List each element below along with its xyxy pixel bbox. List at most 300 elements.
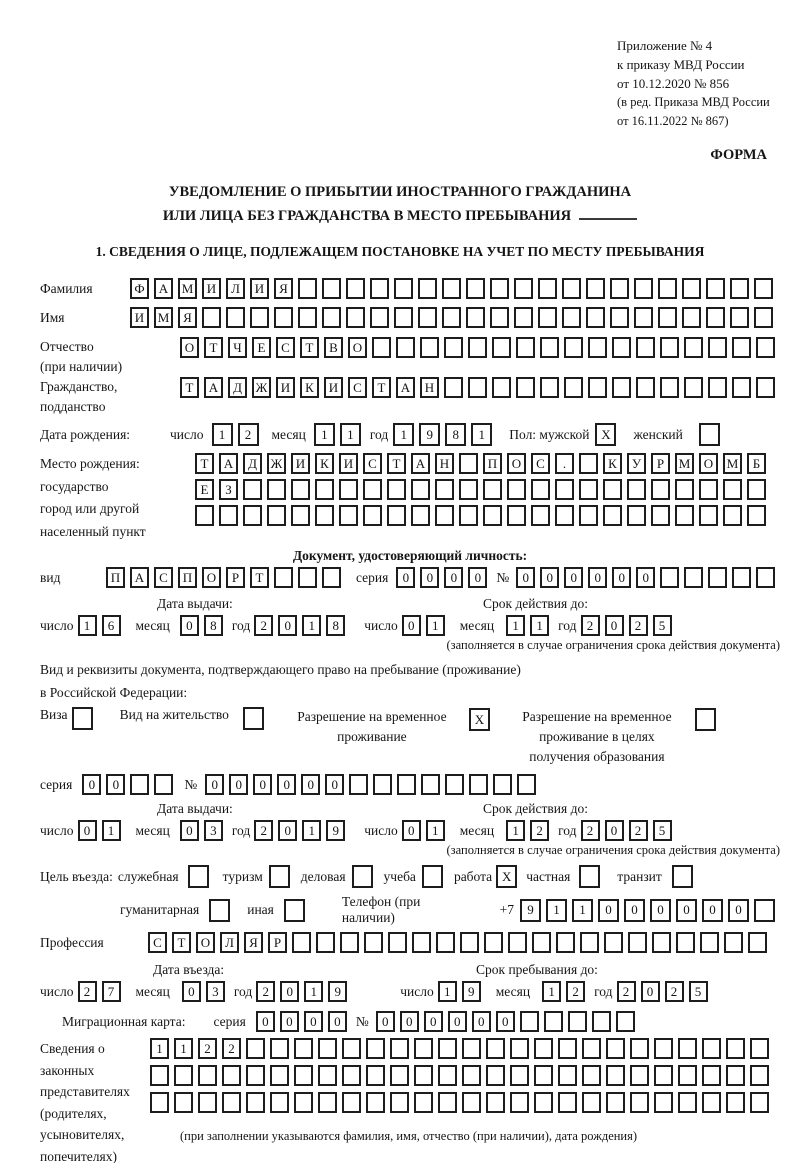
residence-number-box[interactable]: 0 xyxy=(229,774,248,795)
residence-number-box[interactable] xyxy=(469,774,488,795)
representatives-char-box[interactable] xyxy=(678,1092,697,1113)
birth-place-char-box[interactable] xyxy=(459,479,478,500)
residence-issue-year-box[interactable]: 1 xyxy=(302,820,321,841)
firstname-char-box[interactable] xyxy=(730,307,749,328)
doc-number-box[interactable] xyxy=(708,567,727,588)
birth-place-char-box[interactable] xyxy=(243,479,262,500)
birth-place-char-box[interactable] xyxy=(291,479,310,500)
patronymic-char-box[interactable] xyxy=(612,337,631,358)
profession-char-box[interactable] xyxy=(676,932,695,953)
citizenship-char-box[interactable] xyxy=(636,377,655,398)
representatives-char-box[interactable] xyxy=(270,1092,289,1113)
doc-number-box[interactable]: 0 xyxy=(636,567,655,588)
phone-digit-box[interactable]: 0 xyxy=(702,899,723,922)
doc-series-box[interactable]: 0 xyxy=(420,567,439,588)
citizenship-char-box[interactable] xyxy=(468,377,487,398)
firstname-char-box[interactable] xyxy=(610,307,629,328)
stay-month-box[interactable]: 1 xyxy=(542,981,561,1002)
surname-char-box[interactable] xyxy=(370,278,389,299)
birth-place-char-box[interactable] xyxy=(747,479,766,500)
citizenship-char-box[interactable]: Т xyxy=(180,377,199,398)
doc-type-char-box[interactable]: Р xyxy=(226,567,245,588)
birth-place-char-box[interactable]: К xyxy=(603,453,622,474)
birth-place-char-box[interactable] xyxy=(339,505,358,526)
surname-char-box[interactable] xyxy=(418,278,437,299)
phone-digit-box[interactable]: 0 xyxy=(624,899,645,922)
residence-valid-year-box[interactable]: 2 xyxy=(581,820,600,841)
birth-place-char-box[interactable]: Н xyxy=(435,453,454,474)
residence-number-box[interactable]: 0 xyxy=(253,774,272,795)
birth-place-char-box[interactable]: П xyxy=(483,453,502,474)
surname-char-box[interactable] xyxy=(706,278,725,299)
doc-type-char-box[interactable]: А xyxy=(130,567,149,588)
birth-place-char-box[interactable] xyxy=(603,505,622,526)
doc-number-box[interactable]: 0 xyxy=(516,567,535,588)
residence-valid-day-box[interactable]: 1 xyxy=(426,820,445,841)
citizenship-char-box[interactable] xyxy=(756,377,775,398)
residence-series-box[interactable] xyxy=(154,774,173,795)
patronymic-char-box[interactable]: О xyxy=(348,337,367,358)
firstname-char-box[interactable] xyxy=(658,307,677,328)
patronymic-char-box[interactable] xyxy=(708,337,727,358)
issue-day-box[interactable]: 1 xyxy=(78,615,97,636)
phone-digit-box[interactable]: 0 xyxy=(650,899,671,922)
surname-char-box[interactable] xyxy=(322,278,341,299)
birth-place-char-box[interactable] xyxy=(555,505,574,526)
citizenship-char-box[interactable] xyxy=(444,377,463,398)
birth-place-char-box[interactable] xyxy=(651,505,670,526)
purpose-transit-box[interactable] xyxy=(672,865,693,888)
representatives-char-box[interactable] xyxy=(534,1038,553,1059)
temp-permit-box[interactable]: X xyxy=(469,708,490,731)
representatives-char-box[interactable] xyxy=(438,1038,457,1059)
representatives-char-box[interactable] xyxy=(582,1038,601,1059)
entry-year-box[interactable]: 2 xyxy=(256,981,275,1002)
representatives-char-box[interactable] xyxy=(342,1038,361,1059)
representatives-char-box[interactable] xyxy=(414,1038,433,1059)
profession-char-box[interactable] xyxy=(604,932,623,953)
migration-number-box[interactable]: 0 xyxy=(472,1011,491,1032)
representatives-char-box[interactable] xyxy=(246,1065,265,1086)
residence-valid-year-box[interactable]: 2 xyxy=(629,820,648,841)
purpose-humanitarian-box[interactable] xyxy=(209,899,230,922)
residence-valid-day-box[interactable]: 0 xyxy=(402,820,421,841)
birth-place-char-box[interactable]: О xyxy=(699,453,718,474)
citizenship-char-box[interactable] xyxy=(660,377,679,398)
residence-number-box[interactable] xyxy=(445,774,464,795)
doc-number-box[interactable]: 0 xyxy=(564,567,583,588)
birth-place-char-box[interactable] xyxy=(483,479,502,500)
citizenship-char-box[interactable] xyxy=(612,377,631,398)
representatives-char-box[interactable] xyxy=(198,1092,217,1113)
profession-char-box[interactable] xyxy=(412,932,431,953)
profession-char-box[interactable]: О xyxy=(196,932,215,953)
surname-char-box[interactable]: Ф xyxy=(130,278,149,299)
birth-place-char-box[interactable] xyxy=(699,505,718,526)
birth-place-char-box[interactable] xyxy=(363,479,382,500)
birth-place-char-box[interactable]: И xyxy=(291,453,310,474)
birth-year-box[interactable]: 8 xyxy=(445,423,466,446)
citizenship-char-box[interactable]: Д xyxy=(228,377,247,398)
firstname-char-box[interactable] xyxy=(202,307,221,328)
representatives-char-box[interactable] xyxy=(294,1038,313,1059)
representatives-char-box[interactable] xyxy=(750,1092,769,1113)
representatives-char-box[interactable] xyxy=(726,1092,745,1113)
representatives-char-box[interactable] xyxy=(438,1065,457,1086)
birth-place-char-box[interactable] xyxy=(675,505,694,526)
firstname-char-box[interactable] xyxy=(394,307,413,328)
birth-place-char-box[interactable]: М xyxy=(675,453,694,474)
issue-month-box[interactable]: 8 xyxy=(204,615,223,636)
citizenship-char-box[interactable] xyxy=(732,377,751,398)
entry-year-box[interactable]: 1 xyxy=(304,981,323,1002)
patronymic-char-box[interactable] xyxy=(420,337,439,358)
valid-year-box[interactable]: 2 xyxy=(629,615,648,636)
representatives-char-box[interactable]: 2 xyxy=(222,1038,241,1059)
representatives-char-box[interactable] xyxy=(630,1092,649,1113)
residence-issue-year-box[interactable]: 2 xyxy=(254,820,273,841)
representatives-char-box[interactable] xyxy=(390,1092,409,1113)
profession-char-box[interactable] xyxy=(652,932,671,953)
patronymic-char-box[interactable] xyxy=(492,337,511,358)
birth-place-char-box[interactable]: Б xyxy=(747,453,766,474)
birth-place-char-box[interactable] xyxy=(219,505,238,526)
surname-char-box[interactable]: М xyxy=(178,278,197,299)
surname-char-box[interactable]: А xyxy=(154,278,173,299)
surname-char-box[interactable] xyxy=(490,278,509,299)
profession-char-box[interactable]: С xyxy=(148,932,167,953)
surname-char-box[interactable] xyxy=(658,278,677,299)
entry-day-box[interactable]: 2 xyxy=(78,981,97,1002)
profession-char-box[interactable] xyxy=(388,932,407,953)
surname-char-box[interactable] xyxy=(538,278,557,299)
purpose-study-box[interactable] xyxy=(422,865,443,888)
birth-place-char-box[interactable] xyxy=(651,479,670,500)
representatives-char-box[interactable] xyxy=(750,1038,769,1059)
issue-year-box[interactable]: 0 xyxy=(278,615,297,636)
birth-place-char-box[interactable]: Т xyxy=(387,453,406,474)
residence-issue-month-box[interactable]: 3 xyxy=(204,820,223,841)
representatives-char-box[interactable] xyxy=(438,1092,457,1113)
firstname-char-box[interactable] xyxy=(706,307,725,328)
citizenship-char-box[interactable]: Т xyxy=(372,377,391,398)
firstname-char-box[interactable] xyxy=(346,307,365,328)
migration-series-box[interactable]: 0 xyxy=(280,1011,299,1032)
migration-series-box[interactable]: 0 xyxy=(328,1011,347,1032)
birth-place-char-box[interactable]: Е xyxy=(195,479,214,500)
profession-char-box[interactable] xyxy=(532,932,551,953)
valid-day-box[interactable]: 0 xyxy=(402,615,421,636)
profession-char-box[interactable] xyxy=(700,932,719,953)
representatives-char-box[interactable] xyxy=(534,1092,553,1113)
visa-box[interactable] xyxy=(72,707,93,730)
representatives-char-box[interactable] xyxy=(486,1065,505,1086)
residence-issue-year-box[interactable]: 9 xyxy=(326,820,345,841)
birth-place-char-box[interactable] xyxy=(747,505,766,526)
residence-valid-month-box[interactable]: 1 xyxy=(506,820,525,841)
birth-year-box[interactable]: 1 xyxy=(471,423,492,446)
valid-month-box[interactable]: 1 xyxy=(530,615,549,636)
surname-char-box[interactable] xyxy=(730,278,749,299)
birth-place-char-box[interactable] xyxy=(459,453,478,474)
representatives-char-box[interactable] xyxy=(222,1065,241,1086)
profession-char-box[interactable] xyxy=(724,932,743,953)
firstname-char-box[interactable] xyxy=(298,307,317,328)
citizenship-char-box[interactable]: И xyxy=(276,377,295,398)
firstname-char-box[interactable]: М xyxy=(154,307,173,328)
entry-month-box[interactable]: 0 xyxy=(182,981,201,1002)
representatives-char-box[interactable] xyxy=(318,1092,337,1113)
patronymic-char-box[interactable] xyxy=(660,337,679,358)
representatives-char-box[interactable] xyxy=(198,1065,217,1086)
birth-place-char-box[interactable]: О xyxy=(507,453,526,474)
sex-female-box[interactable] xyxy=(699,423,720,446)
representatives-char-box[interactable] xyxy=(414,1092,433,1113)
migration-number-box[interactable] xyxy=(520,1011,539,1032)
profession-char-box[interactable] xyxy=(748,932,767,953)
issue-year-box[interactable]: 2 xyxy=(254,615,273,636)
profession-char-box[interactable] xyxy=(508,932,527,953)
representatives-char-box[interactable] xyxy=(342,1092,361,1113)
birth-place-char-box[interactable] xyxy=(411,479,430,500)
birth-day-box[interactable]: 2 xyxy=(238,423,259,446)
representatives-char-box[interactable] xyxy=(726,1038,745,1059)
firstname-char-box[interactable] xyxy=(634,307,653,328)
representatives-char-box[interactable] xyxy=(366,1038,385,1059)
representatives-char-box[interactable] xyxy=(462,1092,481,1113)
representatives-char-box[interactable] xyxy=(270,1038,289,1059)
migration-number-box[interactable] xyxy=(568,1011,587,1032)
birth-place-char-box[interactable] xyxy=(603,479,622,500)
firstname-char-box[interactable] xyxy=(250,307,269,328)
birth-place-char-box[interactable] xyxy=(531,505,550,526)
doc-type-char-box[interactable]: С xyxy=(154,567,173,588)
surname-char-box[interactable]: И xyxy=(202,278,221,299)
residence-valid-month-box[interactable]: 2 xyxy=(530,820,549,841)
representatives-char-box[interactable] xyxy=(486,1092,505,1113)
birth-day-box[interactable]: 1 xyxy=(212,423,233,446)
representatives-char-box[interactable] xyxy=(222,1092,241,1113)
surname-char-box[interactable]: Л xyxy=(226,278,245,299)
representatives-char-box[interactable] xyxy=(294,1092,313,1113)
representatives-char-box[interactable]: 1 xyxy=(174,1038,193,1059)
representatives-char-box[interactable] xyxy=(558,1092,577,1113)
patronymic-char-box[interactable] xyxy=(636,337,655,358)
profession-char-box[interactable]: Р xyxy=(268,932,287,953)
patronymic-char-box[interactable] xyxy=(588,337,607,358)
migration-number-box[interactable]: 0 xyxy=(448,1011,467,1032)
entry-year-box[interactable]: 9 xyxy=(328,981,347,1002)
birth-place-char-box[interactable] xyxy=(627,479,646,500)
representatives-char-box[interactable] xyxy=(654,1065,673,1086)
purpose-other-box[interactable] xyxy=(284,899,305,922)
migration-number-box[interactable] xyxy=(592,1011,611,1032)
valid-month-box[interactable]: 1 xyxy=(506,615,525,636)
birth-place-char-box[interactable] xyxy=(483,505,502,526)
patronymic-char-box[interactable] xyxy=(564,337,583,358)
representatives-char-box[interactable] xyxy=(510,1065,529,1086)
stay-year-box[interactable]: 0 xyxy=(641,981,660,1002)
birth-place-char-box[interactable] xyxy=(435,479,454,500)
representatives-char-box[interactable] xyxy=(174,1092,193,1113)
patronymic-char-box[interactable]: О xyxy=(180,337,199,358)
migration-number-box[interactable] xyxy=(616,1011,635,1032)
residence-number-box[interactable] xyxy=(397,774,416,795)
birth-place-char-box[interactable] xyxy=(507,479,526,500)
residence-number-box[interactable] xyxy=(493,774,512,795)
phone-digit-box[interactable]: 0 xyxy=(728,899,749,922)
birth-place-char-box[interactable] xyxy=(627,505,646,526)
birth-place-char-box[interactable]: Р xyxy=(651,453,670,474)
doc-type-char-box[interactable]: Т xyxy=(250,567,269,588)
surname-char-box[interactable]: Я xyxy=(274,278,293,299)
representatives-char-box[interactable] xyxy=(174,1065,193,1086)
stay-day-box[interactable]: 9 xyxy=(462,981,481,1002)
surname-char-box[interactable] xyxy=(442,278,461,299)
doc-number-box[interactable] xyxy=(660,567,679,588)
residence-permit-box[interactable] xyxy=(243,707,264,730)
residence-number-box[interactable]: 0 xyxy=(205,774,224,795)
birth-place-char-box[interactable] xyxy=(411,505,430,526)
profession-char-box[interactable]: Я xyxy=(244,932,263,953)
representatives-char-box[interactable] xyxy=(726,1065,745,1086)
citizenship-char-box[interactable] xyxy=(708,377,727,398)
representatives-char-box[interactable] xyxy=(630,1038,649,1059)
citizenship-char-box[interactable] xyxy=(540,377,559,398)
birth-place-char-box[interactable]: С xyxy=(531,453,550,474)
entry-day-box[interactable]: 7 xyxy=(102,981,121,1002)
doc-type-char-box[interactable] xyxy=(274,567,293,588)
phone-digit-box[interactable]: 0 xyxy=(676,899,697,922)
representatives-char-box[interactable] xyxy=(678,1065,697,1086)
residence-valid-year-box[interactable]: 5 xyxy=(653,820,672,841)
representatives-char-box[interactable] xyxy=(558,1038,577,1059)
birth-place-char-box[interactable]: К xyxy=(315,453,334,474)
residence-issue-year-box[interactable]: 0 xyxy=(278,820,297,841)
stay-month-box[interactable]: 2 xyxy=(566,981,585,1002)
birth-place-char-box[interactable] xyxy=(267,479,286,500)
birth-place-char-box[interactable]: Т xyxy=(195,453,214,474)
phone-digit-box[interactable] xyxy=(754,899,775,922)
surname-char-box[interactable] xyxy=(562,278,581,299)
purpose-work-box[interactable]: X xyxy=(496,865,517,888)
birth-month-box[interactable]: 1 xyxy=(340,423,361,446)
citizenship-char-box[interactable]: Ж xyxy=(252,377,271,398)
patronymic-char-box[interactable]: Т xyxy=(300,337,319,358)
patronymic-char-box[interactable]: В xyxy=(324,337,343,358)
patronymic-char-box[interactable] xyxy=(684,337,703,358)
residence-number-box[interactable]: 0 xyxy=(325,774,344,795)
birth-place-char-box[interactable] xyxy=(507,505,526,526)
birth-place-char-box[interactable]: М xyxy=(723,453,742,474)
firstname-char-box[interactable] xyxy=(418,307,437,328)
patronymic-char-box[interactable] xyxy=(468,337,487,358)
surname-char-box[interactable] xyxy=(586,278,605,299)
birth-place-char-box[interactable] xyxy=(339,479,358,500)
doc-series-box[interactable]: 0 xyxy=(468,567,487,588)
citizenship-char-box[interactable]: С xyxy=(348,377,367,398)
representatives-char-box[interactable] xyxy=(750,1065,769,1086)
profession-char-box[interactable] xyxy=(364,932,383,953)
residence-series-box[interactable]: 0 xyxy=(82,774,101,795)
representatives-char-box[interactable] xyxy=(702,1038,721,1059)
birth-year-box[interactable]: 1 xyxy=(393,423,414,446)
doc-type-char-box[interactable] xyxy=(322,567,341,588)
migration-number-box[interactable] xyxy=(544,1011,563,1032)
representatives-char-box[interactable] xyxy=(318,1038,337,1059)
valid-year-box[interactable]: 2 xyxy=(581,615,600,636)
representatives-char-box[interactable] xyxy=(558,1065,577,1086)
birth-place-char-box[interactable]: З xyxy=(219,479,238,500)
representatives-char-box[interactable] xyxy=(342,1065,361,1086)
citizenship-char-box[interactable] xyxy=(564,377,583,398)
representatives-char-box[interactable] xyxy=(510,1038,529,1059)
profession-char-box[interactable] xyxy=(580,932,599,953)
issue-month-box[interactable]: 0 xyxy=(180,615,199,636)
patronymic-char-box[interactable]: С xyxy=(276,337,295,358)
representatives-char-box[interactable] xyxy=(318,1065,337,1086)
issue-year-box[interactable]: 1 xyxy=(302,615,321,636)
citizenship-char-box[interactable]: А xyxy=(204,377,223,398)
firstname-char-box[interactable] xyxy=(538,307,557,328)
stay-year-box[interactable]: 2 xyxy=(617,981,636,1002)
representatives-char-box[interactable] xyxy=(150,1065,169,1086)
birth-place-char-box[interactable]: Д xyxy=(243,453,262,474)
representatives-char-box[interactable] xyxy=(606,1065,625,1086)
birth-month-box[interactable]: 1 xyxy=(314,423,335,446)
valid-year-box[interactable]: 5 xyxy=(653,615,672,636)
surname-char-box[interactable] xyxy=(394,278,413,299)
profession-char-box[interactable] xyxy=(628,932,647,953)
patronymic-char-box[interactable] xyxy=(444,337,463,358)
surname-char-box[interactable] xyxy=(514,278,533,299)
birth-place-char-box[interactable] xyxy=(243,505,262,526)
migration-series-box[interactable]: 0 xyxy=(304,1011,323,1032)
citizenship-char-box[interactable]: К xyxy=(300,377,319,398)
birth-place-char-box[interactable]: У xyxy=(627,453,646,474)
profession-char-box[interactable] xyxy=(460,932,479,953)
representatives-char-box[interactable] xyxy=(606,1092,625,1113)
birth-place-char-box[interactable] xyxy=(435,505,454,526)
citizenship-char-box[interactable] xyxy=(588,377,607,398)
firstname-char-box[interactable] xyxy=(490,307,509,328)
issue-day-box[interactable]: 6 xyxy=(102,615,121,636)
firstname-char-box[interactable] xyxy=(586,307,605,328)
citizenship-char-box[interactable]: Н xyxy=(420,377,439,398)
patronymic-char-box[interactable] xyxy=(540,337,559,358)
entry-month-box[interactable]: 3 xyxy=(206,981,225,1002)
representatives-char-box[interactable] xyxy=(150,1092,169,1113)
birth-place-char-box[interactable] xyxy=(531,479,550,500)
birth-place-char-box[interactable]: Ж xyxy=(267,453,286,474)
patronymic-char-box[interactable] xyxy=(372,337,391,358)
birth-place-char-box[interactable] xyxy=(699,479,718,500)
doc-number-box[interactable] xyxy=(684,567,703,588)
purpose-official-box[interactable] xyxy=(188,865,209,888)
citizenship-char-box[interactable] xyxy=(492,377,511,398)
firstname-char-box[interactable] xyxy=(442,307,461,328)
doc-type-char-box[interactable]: О xyxy=(202,567,221,588)
citizenship-char-box[interactable] xyxy=(516,377,535,398)
representatives-char-box[interactable] xyxy=(462,1038,481,1059)
representatives-char-box[interactable] xyxy=(582,1092,601,1113)
firstname-char-box[interactable] xyxy=(370,307,389,328)
birth-place-char-box[interactable] xyxy=(291,505,310,526)
birth-place-char-box[interactable] xyxy=(267,505,286,526)
firstname-char-box[interactable] xyxy=(466,307,485,328)
phone-digit-box[interactable]: 0 xyxy=(598,899,619,922)
patronymic-char-box[interactable]: Е xyxy=(252,337,271,358)
